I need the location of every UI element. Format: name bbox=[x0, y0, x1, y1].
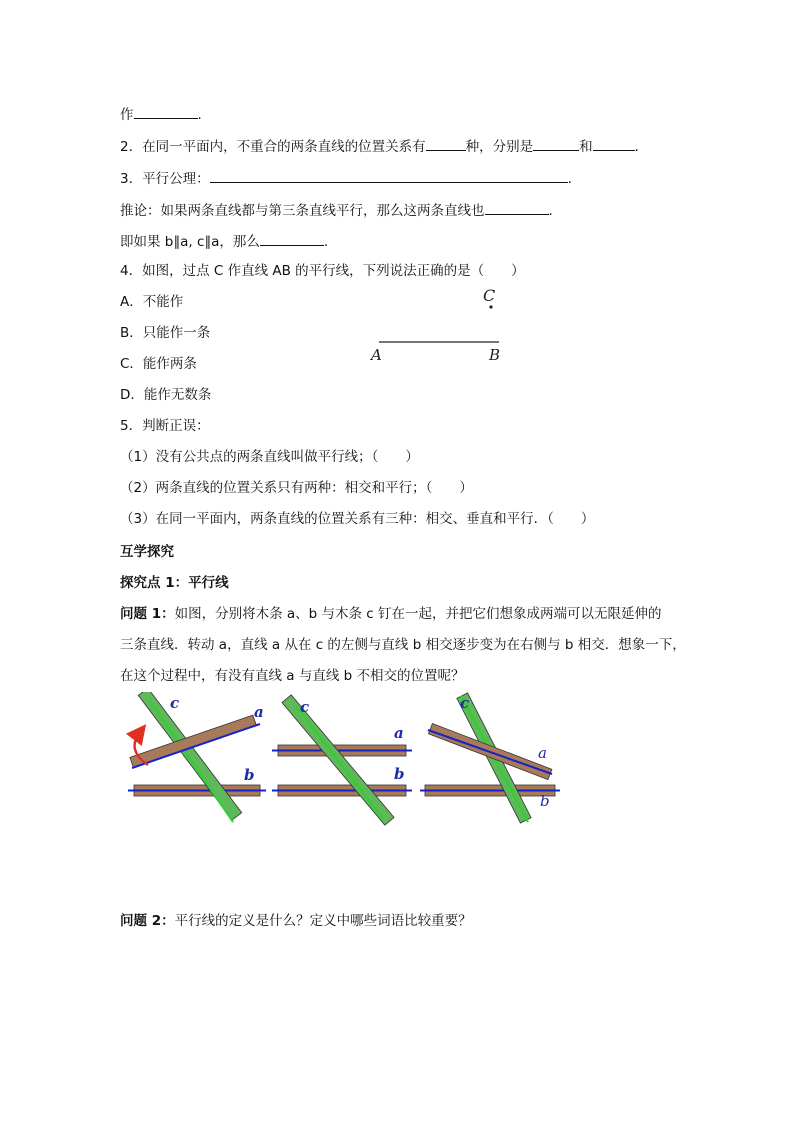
text: . bbox=[197, 107, 202, 123]
blank-field[interactable] bbox=[210, 168, 568, 183]
line-c bbox=[296, 706, 384, 820]
judgement-1: （1）没有公共点的两条直线叫做平行线；（ ） bbox=[120, 449, 419, 465]
text: 和 bbox=[579, 139, 593, 155]
line-ab-point-c-figure bbox=[365, 284, 515, 370]
question-4: 4．如图，过点 C 作直线 AB 的平行线，下列说法正确的是（ ） bbox=[120, 263, 525, 279]
point-a-label: A bbox=[371, 346, 382, 364]
option-b[interactable]: B．只能作一条 bbox=[120, 325, 211, 341]
label-c: c bbox=[460, 694, 470, 712]
blank-field[interactable] bbox=[426, 136, 466, 151]
text: 2．在同一平面内，不重合的两条直线的位置关系有 bbox=[120, 139, 426, 155]
problem-2 bbox=[120, 912, 472, 930]
line-c bbox=[150, 701, 233, 822]
text: 作 bbox=[120, 107, 134, 123]
fill-in-line-0 bbox=[120, 104, 202, 124]
blank-field[interactable] bbox=[485, 200, 549, 215]
question-2 bbox=[120, 136, 639, 156]
text: 种，分别是 bbox=[465, 139, 534, 155]
text: 推论：如果两条直线都与第三条直线平行，那么这两条直线也 bbox=[120, 203, 485, 219]
corollary-line bbox=[120, 200, 553, 220]
question-3 bbox=[120, 168, 572, 188]
problem-label: 问题 2： bbox=[120, 913, 175, 929]
point-b-label: B bbox=[489, 346, 501, 364]
judgement-3: （3）在同一平面内，两条直线的位置关系有三种：相交、垂直和平行．（ ） bbox=[120, 511, 595, 527]
label-c: c bbox=[170, 694, 180, 712]
point-c-dot bbox=[489, 305, 492, 308]
text: 3．平行公理： bbox=[120, 171, 210, 187]
label-b: b bbox=[244, 766, 255, 784]
problem-1-line-3: 在这个过程中，有没有直线 a 与直线 b 不相交的位置呢？ bbox=[120, 668, 465, 684]
text: . bbox=[548, 203, 553, 219]
question-5: 5．判断正误： bbox=[120, 418, 210, 434]
panel-3 bbox=[420, 693, 560, 823]
problem-label: 问题 1： bbox=[120, 606, 175, 622]
text: 平行线的定义是什么？定义中哪些词语比较重要？ bbox=[174, 913, 472, 929]
text: 如图，分别将木条 a、b 与木条 c 钉在一起，并把它们想象成两端可以无限延伸的 bbox=[174, 606, 662, 622]
text: 即如果 b∥a, c∥a，那么 bbox=[120, 234, 260, 250]
problem-1-line-2: 三条直线．转动 a，直线 a 从在 c 的左侧与直线 b 相交逐步变为在右侧与 b 相交．想象一下， bbox=[120, 637, 686, 653]
section-heading: 互学探究 bbox=[120, 544, 174, 560]
option-a[interactable]: A．不能作 bbox=[120, 294, 184, 310]
blank-field[interactable] bbox=[533, 136, 579, 151]
text: . bbox=[567, 171, 572, 187]
label-a: a bbox=[538, 744, 547, 762]
text: . bbox=[323, 234, 329, 250]
label-b: b bbox=[394, 765, 405, 783]
panel-1 bbox=[128, 692, 266, 822]
option-d[interactable]: D．能作无数条 bbox=[120, 387, 212, 403]
exploration-point-1: 探究点 1：平行线 bbox=[120, 575, 229, 591]
blank-field[interactable] bbox=[593, 136, 635, 151]
label-a: a bbox=[394, 724, 404, 742]
label-b: b bbox=[540, 792, 550, 810]
corollary-symbolic bbox=[120, 231, 328, 251]
panel-2 bbox=[272, 695, 412, 825]
label-a: a bbox=[254, 703, 264, 721]
text: . bbox=[634, 139, 639, 155]
judgement-2: （2）两条直线的位置关系只有两种：相交和平行；（ ） bbox=[120, 480, 473, 496]
blank-field[interactable] bbox=[134, 104, 198, 119]
label-c: c bbox=[300, 698, 310, 716]
problem-1 bbox=[120, 605, 662, 623]
wood-strips-figure bbox=[120, 692, 570, 832]
blank-field[interactable] bbox=[260, 231, 324, 246]
point-c-label: C bbox=[483, 286, 496, 305]
option-c[interactable]: C．能作两条 bbox=[120, 356, 197, 372]
